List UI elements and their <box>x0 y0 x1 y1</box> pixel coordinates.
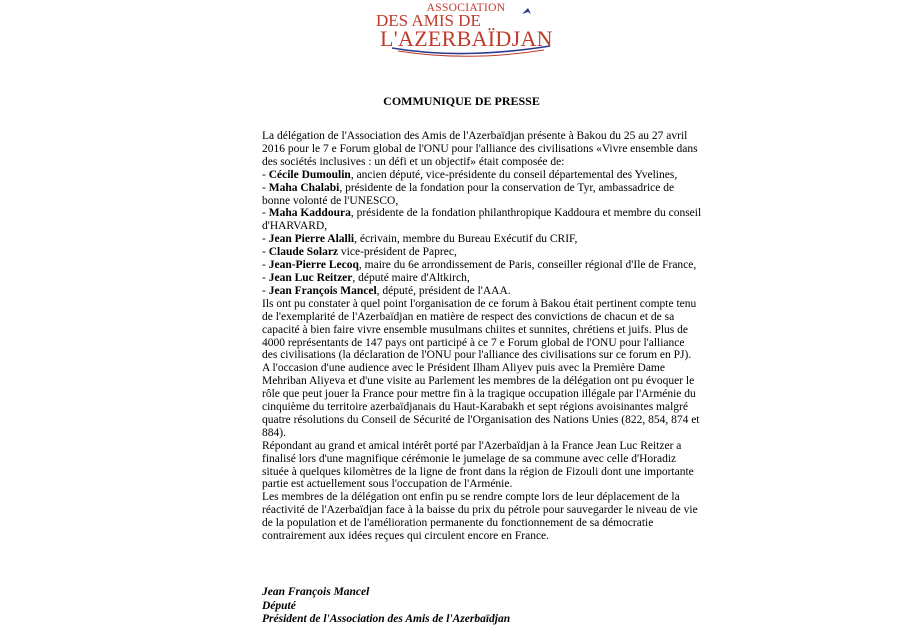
member-name: Jean-Pierre Lecoq <box>268 259 359 272</box>
member-name: Jean Pierre Alalli <box>268 233 355 246</box>
paragraph-audience: A l'occasion d'une audience avec le Président Ilham Aliyev puis avec la Première Dame Mehriban Aliyeva et d'une visite au Parlement les membres de la délégation ont pu évoquer le rôle que peut jouer la France pour mettre fin à la tragique occupation illégale par l'Arménie du cinquième du territoire azerbaïdjanais du Haut-Karabakh et sept régions avoisinantes malgré quatre résolutions du Conseil de Sécurité de l'Organisation des Nations Unies (822, 854, 874 et 884). <box>262 362 700 439</box>
intro-paragraph: La délégation de l'Association des Amis de l'Azerbaïdjan présente à Bakou du 25 au 27 avril 2016 pour le 7 e Forum global de l'ONU pour l'alliance des civilisations «Vivre ensemble dans des sociétés inclusives : un défi et un objectif» était composée de: <box>262 130 698 168</box>
press-release-body <box>262 130 702 543</box>
member-item: - Claude Solarz vice-président de Paprec, <box>262 246 457 259</box>
member-item: - Jean Luc Reitzer, député maire d'Altkirch, <box>262 271 470 284</box>
member-item: - Cécile Dumoulin, ancien député, vice-présidente du conseil départemental des Yvelines, <box>262 168 678 181</box>
member-name: Jean François Mancel <box>268 284 377 297</box>
paragraph-jumelage: Répondant au grand et amical intérêt porté par l'Azerbaïdjan à la France Jean Luc Reitzer a finalisé lors d'une magnifique cérémonie le jumelage de sa commune avec celle d'Horadiz située à quelques kilomètres de la ligne de front dans la région de Fizouli dont une importante partie est actuellement sous l'occupation de l'Arménie. <box>262 439 694 491</box>
paragraph-conclusion: Les membres de la délégation ont enfin pu se rendre compte lors de leur déplacement de la réactivité de l'Azerbaïdjan face à la baisse du prix du pétrole pour sauvegarder le niveau de vie de la population et de l'amélioration permanente du fonctionnement de sa démocratie contrairement aux idées reçues qui circulent encore en France. <box>262 491 698 543</box>
logo-line-azerbaidjan: L'AZERBAÏDJAN <box>380 26 553 51</box>
member-name: Claude Solarz <box>268 246 339 259</box>
member-list <box>262 169 702 298</box>
signature-role: Député <box>262 599 296 612</box>
member-item: - Jean Pierre Alalli, écrivain, membre du Bureau Exécutif du CRIF, <box>262 233 578 246</box>
member-name: Jean Luc Reitzer <box>268 271 353 284</box>
logo-line-association: ASSOCIATION <box>426 2 506 14</box>
signature-name: Jean François Mancel <box>262 586 370 598</box>
member-item: - Maha Kaddoura, présidente de la fondation philanthropique Kaddoura et membre du conseil d'HARVARD, <box>262 207 702 233</box>
member-item: - Maha Chalabi, présidente de la fondation pour la conservation de Tyr, ambassadrice de bonne volonté de l'UNESCO, <box>262 181 675 207</box>
signature-org: Président de l'Association des Amis de l'Azerbaïdjan <box>262 613 511 625</box>
member-item: - Jean François Mancel, député, président de l'AAA. <box>262 284 511 297</box>
association-logo <box>372 2 562 62</box>
paragraph-forum: Ils ont pu constater à quel point l'organisation de ce forum à Bakou était pertinent compte tenu de l'exemplarité de l'Azerbaïdjan en matière de respect des convictions de chacun et de sa capacité à bien faire vivre ensemble musulmans chiites et sunnites, chrétiens et juifs. Plus de 4000 représentants de 147 pays ont participé à ce 7 e Forum global de l'ONU pour l'alliance des civilisations (la déclaration de l'ONU pour l'alliance des civilisations sur ce forum en PJ). <box>262 297 697 362</box>
logo-line-des-amis: DES AMIS DE <box>376 11 481 30</box>
member-name: Maha Kaddoura <box>268 207 351 220</box>
page-title: COMMUNIQUE DE PRESSE <box>383 94 540 108</box>
member-name: Cécile Dumoulin <box>268 168 351 181</box>
member-item: - Jean-Pierre Lecoq, maire du 6e arrondissement de Paris, conseiller régional d'Ile de France, <box>262 259 697 272</box>
member-name: Maha Chalabi <box>268 181 340 194</box>
signature-block <box>262 586 702 627</box>
